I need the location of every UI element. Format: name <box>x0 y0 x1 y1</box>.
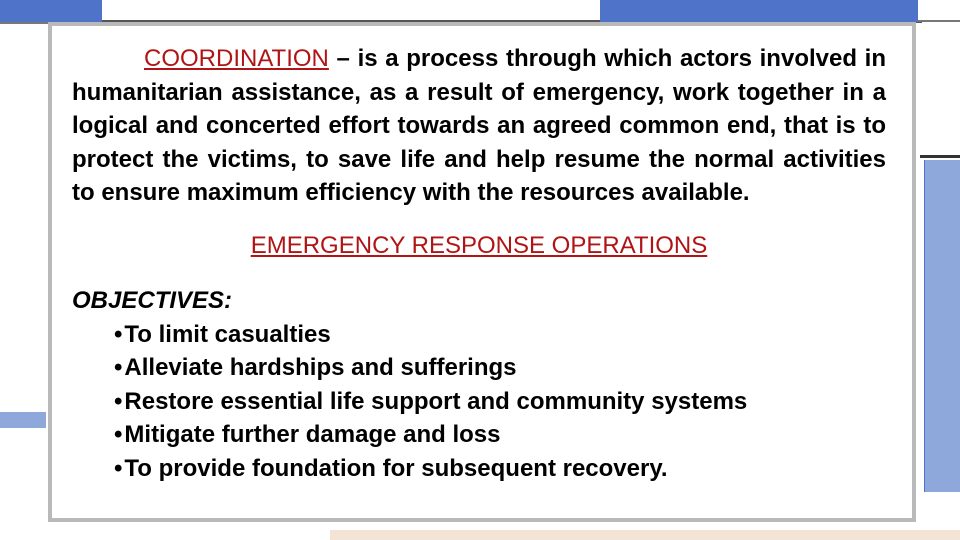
list-item-text: To provide foundation for subsequent recovery. <box>124 454 668 482</box>
coordination-definition: – is a process through which actors involved in humanitarian assistance, as a result of emergency, work together in a logical and concerted effort towards an agreed common end, that is to protect the victims, to save life and help resume the normal activities to ensure maximum efficiency with the resources available. <box>72 45 886 206</box>
coordination-paragraph <box>72 42 886 210</box>
list-item-text: Alleviate hardships and sufferings <box>124 354 517 381</box>
decor-line-top-right <box>918 20 960 22</box>
list-item <box>114 418 886 452</box>
list-item <box>114 351 886 385</box>
bullet-icon: • <box>114 320 123 348</box>
decor-block-top-left <box>0 0 102 22</box>
section-heading: EMERGENCY RESPONSE OPERATIONS <box>250 231 708 259</box>
objectives-title: OBJECTIVES: <box>72 286 233 314</box>
bullet-icon: • <box>114 354 123 381</box>
list-item <box>114 385 886 419</box>
decor-block-right <box>924 160 960 492</box>
bullet-icon: • <box>114 421 123 448</box>
list-item <box>114 318 886 352</box>
bullet-icon: • <box>114 454 123 482</box>
objectives-list <box>72 318 886 486</box>
decor-line-bottom <box>330 530 960 540</box>
list-item-text: To limit casualties <box>124 320 331 348</box>
list-item <box>114 452 886 486</box>
list-item-text: Restore essential life support and community systems <box>124 387 748 415</box>
slide-content <box>72 42 886 485</box>
decor-block-top-right <box>600 0 918 22</box>
decor-block-left-small <box>0 412 46 428</box>
decor-line-left-top <box>0 22 48 24</box>
coordination-keyword: COORDINATION <box>144 45 329 72</box>
decor-line-right-mid <box>920 155 960 158</box>
bullet-icon: • <box>114 387 123 415</box>
list-item-text: Mitigate further damage and loss <box>124 421 501 448</box>
